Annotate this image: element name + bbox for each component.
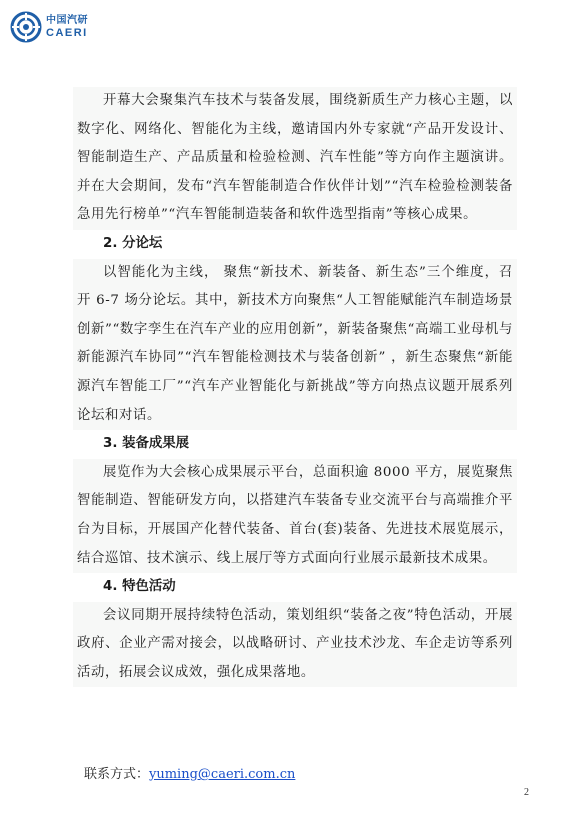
section-exhibition xyxy=(73,459,517,573)
header-logo xyxy=(10,9,88,45)
section-special-events xyxy=(73,602,517,688)
logo-chinese-name: 中国汽研 xyxy=(46,14,88,26)
contact-label: 联系方式： xyxy=(84,767,150,782)
page-number: 2 xyxy=(524,787,529,798)
paragraph-exhibition: 展览作为大会核心成果展示平台，总面积逾 8000 平方，展览聚焦智能制造、智能研发方向，以搭建汽车装备专业交流平台与高端推介平台为目标，开展国产化替代装备、首台(套)装备、先进技术展览展示，结合巡馆、技术演示、线上展厅等方式面向行业展示最新技术成果。 xyxy=(77,464,513,566)
paragraph-opening-conference: 开幕大会聚集汽车技术与装备发展，围绕新质生产力核心主题，以数字化、网络化、智能化为主线，邀请国内外专家就“产品开发设计、智能制造生产、产品质量和检验检测、汽车性能”等方向作主题演讲。并在大会期间，发布“汽车智能制造合作伙伴计划”“汽车检验检测装备急用先行榜单”“汽车智能制造装备和软件选型指南”等核心成果。 xyxy=(77,93,513,223)
contact-info xyxy=(84,767,295,783)
paragraph-special-events: 会议同期开展持续特色活动，策划组织“装备之夜”特色活动，开展政府、企业产需对接会，以战略研讨、产业技术沙龙、车企走访等系列活动，拓展会议成效，强化成果落地。 xyxy=(77,607,513,680)
section-opening xyxy=(73,87,517,230)
contact-email-link[interactable]: yuming@caeri.com.cn xyxy=(149,767,296,782)
paragraph-subforum: 以智能化为主线， 聚焦“新技术、新装备、新生态”三个维度，召开 6-7 场分论坛。其中，新技术方向聚焦“人工智能赋能汽车制造场景创新”“数字孪生在汽车产业的应用创新”，新装备聚焦“高端工业母机与新能源汽车协同”“汽车智能检测技术与装备创新” ，新生态聚焦“新能源汽车智能工厂”“汽车产业智能化与新挑战”等方向热点议题开展系列论坛和对话。 xyxy=(77,264,513,423)
logo-english-name: CAERI xyxy=(46,26,88,39)
heading-exhibition: 3. 装备成果展 xyxy=(103,436,190,452)
caeri-emblem-icon xyxy=(10,11,42,43)
heading-subforum: 2. 分论坛 xyxy=(103,235,163,251)
heading-special-events: 4. 特色活动 xyxy=(103,579,176,595)
section-subforum xyxy=(73,259,517,431)
document-body xyxy=(73,87,517,687)
